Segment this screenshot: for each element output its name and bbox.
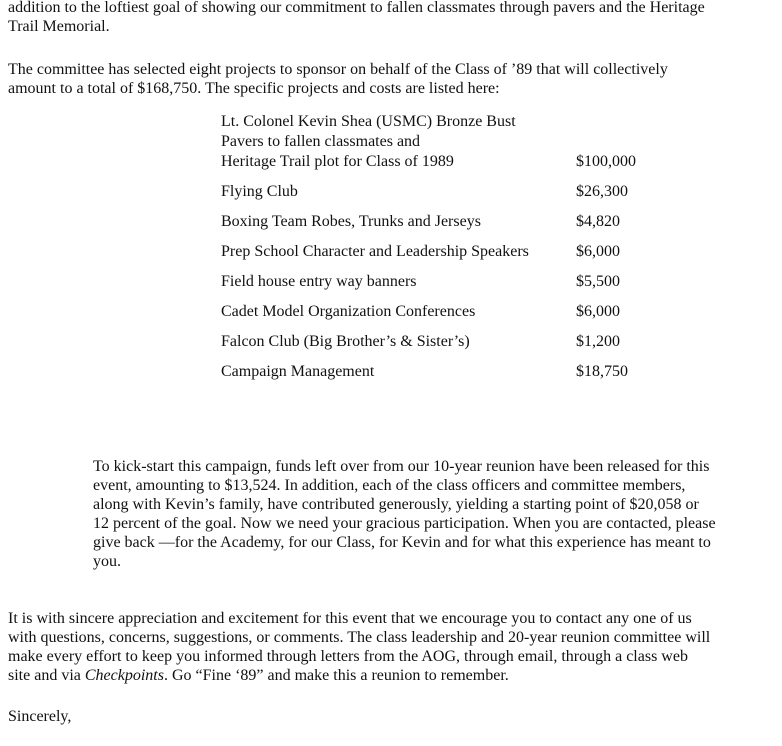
text-line: along with Kevin’s family, have contributed generously, yielding a starting point of $20,058 or bbox=[93, 496, 699, 513]
project-name: Falcon Club (Big Brother’s & Sister’s) bbox=[221, 333, 470, 350]
project-cost: $6,000 bbox=[576, 243, 620, 260]
project-cost: $1,200 bbox=[576, 333, 620, 350]
project-name: Cadet Model Organization Conferences bbox=[221, 303, 476, 320]
text-segment: . Go “Fine ‘89” and make this a reunion to remember. bbox=[163, 667, 509, 684]
project-name: Flying Club bbox=[221, 183, 298, 200]
project-cost: $26,300 bbox=[576, 183, 628, 200]
committee-paragraph bbox=[8, 60, 668, 98]
project-name: Field house entry way banners bbox=[221, 273, 417, 290]
project-cost: $18,750 bbox=[576, 363, 628, 380]
text-segment: site and via bbox=[8, 667, 85, 684]
project-name-line: Heritage Trail plot for Class of 1989 bbox=[221, 153, 454, 170]
project-row bbox=[221, 298, 661, 328]
project-row bbox=[221, 113, 661, 178]
project-row bbox=[221, 328, 661, 358]
text-line: event, amounting to $13,524. In addition, each of the class officers and committee members, bbox=[93, 477, 686, 494]
appreciation-paragraph bbox=[8, 609, 710, 685]
project-row bbox=[221, 178, 661, 208]
text-line: give back —for the Academy, for our Class, for Kevin and for what this experience has meant to bbox=[93, 534, 711, 551]
project-row bbox=[221, 208, 661, 238]
project-cost: $100,000 bbox=[576, 153, 636, 170]
project-cost: $5,500 bbox=[576, 273, 620, 290]
text-line: you. bbox=[93, 553, 121, 570]
text-line: 12 percent of the goal. Now we need your gracious participation. When you are contacted, please bbox=[93, 515, 716, 532]
text-line: with questions, concerns, suggestions, or comments. The class leadership and 20-year reunion committee will bbox=[8, 629, 711, 646]
project-cost: $4,820 bbox=[576, 213, 620, 230]
project-name bbox=[221, 112, 516, 172]
project-name: Prep School Character and Leadership Speakers bbox=[221, 243, 529, 260]
project-row bbox=[221, 268, 661, 298]
project-row bbox=[221, 238, 661, 268]
text-line: amount to a total of $168,750. The specific projects and costs are listed here: bbox=[8, 80, 500, 97]
closing-salutation: Sincerely, bbox=[8, 708, 72, 725]
text-line: addition to the loftiest goal of showing our commitment to fallen classmates through pavers and the Heritage bbox=[8, 0, 705, 16]
text-line: To kick-start this campaign, funds left over from our 10-year reunion have been released for this bbox=[93, 458, 710, 475]
project-name: Campaign Management bbox=[221, 363, 375, 380]
text-line: make every effort to keep you informed through letters from the AOG, through email, through a class web bbox=[8, 648, 688, 665]
project-row bbox=[221, 358, 661, 388]
kickstart-paragraph bbox=[93, 457, 716, 571]
projects-list bbox=[221, 113, 661, 388]
project-cost: $6,000 bbox=[576, 303, 620, 320]
project-name-line: Lt. Colonel Kevin Shea (USMC) Bronze Bust bbox=[221, 113, 516, 130]
project-name: Boxing Team Robes, Trunks and Jerseys bbox=[221, 213, 481, 230]
project-name-line: Pavers to fallen classmates and bbox=[221, 133, 421, 150]
checkpoints-publication-title: Checkpoints bbox=[84, 667, 164, 684]
text-line: Trail Memorial. bbox=[8, 18, 110, 35]
text-line: The committee has selected eight projects to sponsor on behalf of the Class of ’89 that will collectively bbox=[8, 61, 668, 78]
text-line bbox=[8, 666, 710, 685]
intro-continuation-paragraph bbox=[8, 0, 705, 36]
text-line: It is with sincere appreciation and excitement for this event that we encourage you to contact any one of us bbox=[8, 610, 692, 627]
